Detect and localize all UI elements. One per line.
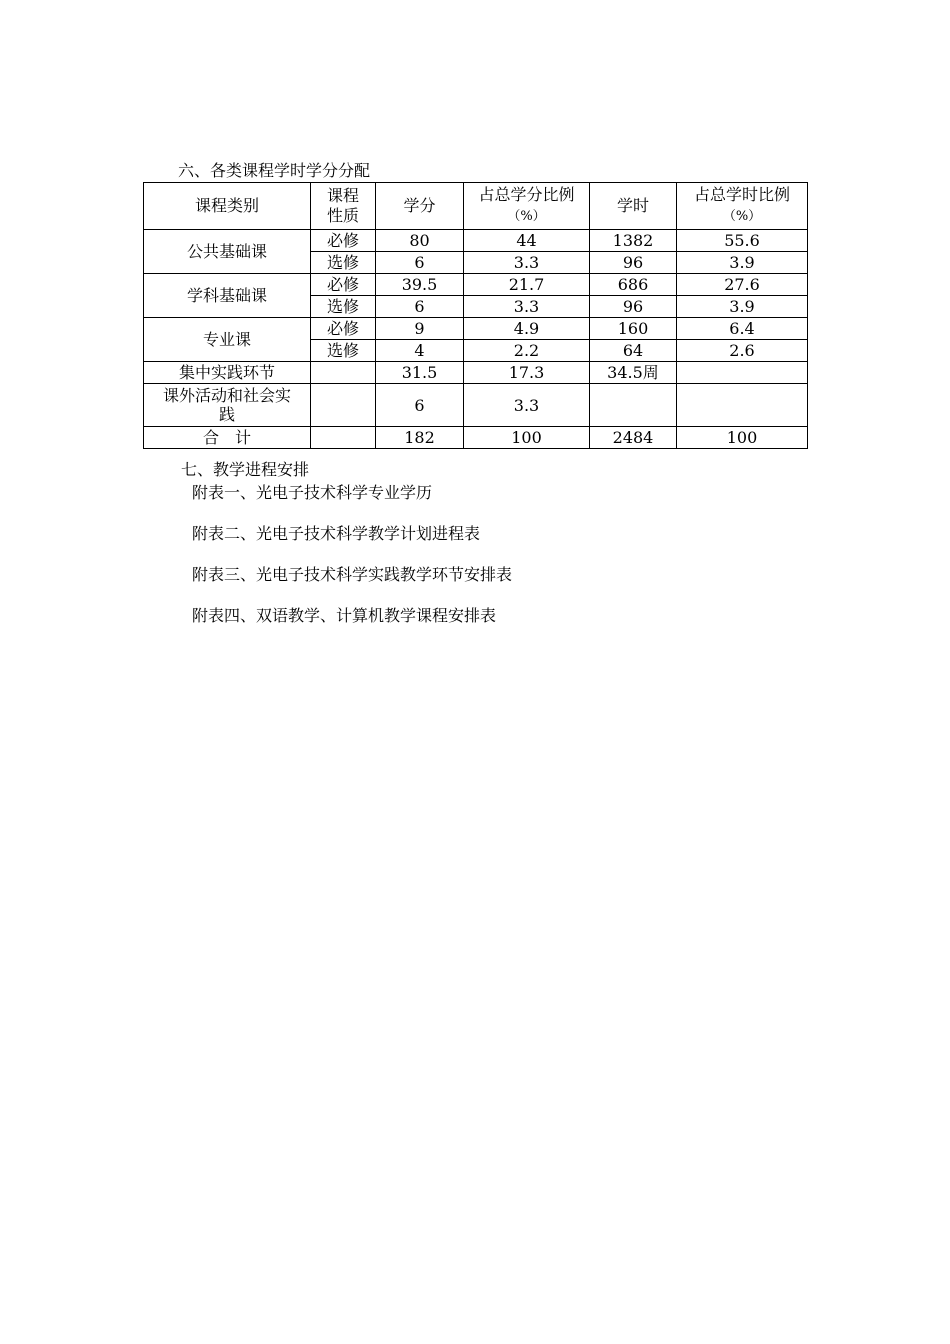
hour-ratio-cell: 3.9 [677,296,808,318]
nature-cell: 必修 [311,318,376,340]
credits-cell: 6 [376,384,464,427]
hours-cell: 96 [590,252,677,274]
credit-ratio-cell: 100 [464,427,590,449]
category-practice: 集中实践环节 [144,362,311,384]
nature-cell: 选修 [311,296,376,318]
hours-cell: 64 [590,340,677,362]
category-major: 专业课 [144,318,311,362]
category-public-basic: 公共基础课 [144,230,311,274]
hours-cell: 34.5周 [590,362,677,384]
hours-cell: 1382 [590,230,677,252]
appendix-1: 附表一、光电子技术科学专业学历 [192,483,433,502]
hour-ratio-cell: 3.9 [677,252,808,274]
credits-cell: 182 [376,427,464,449]
table-row [144,384,808,427]
credit-ratio-cell: 21.7 [464,274,590,296]
nature-cell-empty [311,427,376,449]
nature-cell: 选修 [311,340,376,362]
nature-cell-empty [311,362,376,384]
header-credit-ratio: 占总学分比例 （%） [464,183,590,230]
section-7-heading: 七、教学进程安排 [181,460,310,479]
hour-ratio-cell: 2.6 [677,340,808,362]
header-category: 课程类别 [144,183,311,230]
credits-cell: 39.5 [376,274,464,296]
credit-ratio-cell: 4.9 [464,318,590,340]
table-row [144,230,808,252]
nature-cell: 选修 [311,252,376,274]
credits-cell: 9 [376,318,464,340]
header-credits: 学分 [376,183,464,230]
hour-ratio-cell-empty [677,362,808,384]
header-nature: 课程 性质 [311,183,376,230]
credits-cell: 31.5 [376,362,464,384]
category-extracurricular: 课外活动和社会实 践 [144,384,311,427]
credit-ratio-cell: 3.3 [464,296,590,318]
table-row [144,362,808,384]
header-hours: 学时 [590,183,677,230]
credit-ratio-cell: 17.3 [464,362,590,384]
credit-ratio-cell: 3.3 [464,384,590,427]
credit-ratio-cell: 3.3 [464,252,590,274]
table-header-row [144,183,808,230]
credits-cell: 4 [376,340,464,362]
credit-ratio-cell: 2.2 [464,340,590,362]
appendix-4: 附表四、双语教学、计算机教学课程安排表 [192,606,497,625]
hour-ratio-cell: 27.6 [677,274,808,296]
hours-cell-empty [590,384,677,427]
hour-ratio-cell-empty [677,384,808,427]
credits-cell: 80 [376,230,464,252]
section-6-heading: 六、各类课程学时学分分配 [178,161,371,180]
category-subject-basic: 学科基础课 [144,274,311,318]
hours-cell: 96 [590,296,677,318]
credit-ratio-cell: 44 [464,230,590,252]
appendix-2: 附表二、光电子技术科学教学计划进程表 [192,524,481,543]
credits-cell: 6 [376,252,464,274]
nature-cell: 必修 [311,230,376,252]
table-row [144,318,808,340]
nature-cell-empty [311,384,376,427]
credit-hour-allocation-table [143,182,808,449]
hour-ratio-cell: 55.6 [677,230,808,252]
nature-cell: 必修 [311,274,376,296]
hours-cell: 2484 [590,427,677,449]
credits-cell: 6 [376,296,464,318]
header-hour-ratio: 占总学时比例 （%） [677,183,808,230]
hour-ratio-cell: 100 [677,427,808,449]
hour-ratio-cell: 6.4 [677,318,808,340]
table-row [144,274,808,296]
appendix-3: 附表三、光电子技术科学实践教学环节安排表 [192,565,513,584]
hours-cell: 686 [590,274,677,296]
category-total: 合 计 [144,427,311,449]
hours-cell: 160 [590,318,677,340]
table-total-row [144,427,808,449]
